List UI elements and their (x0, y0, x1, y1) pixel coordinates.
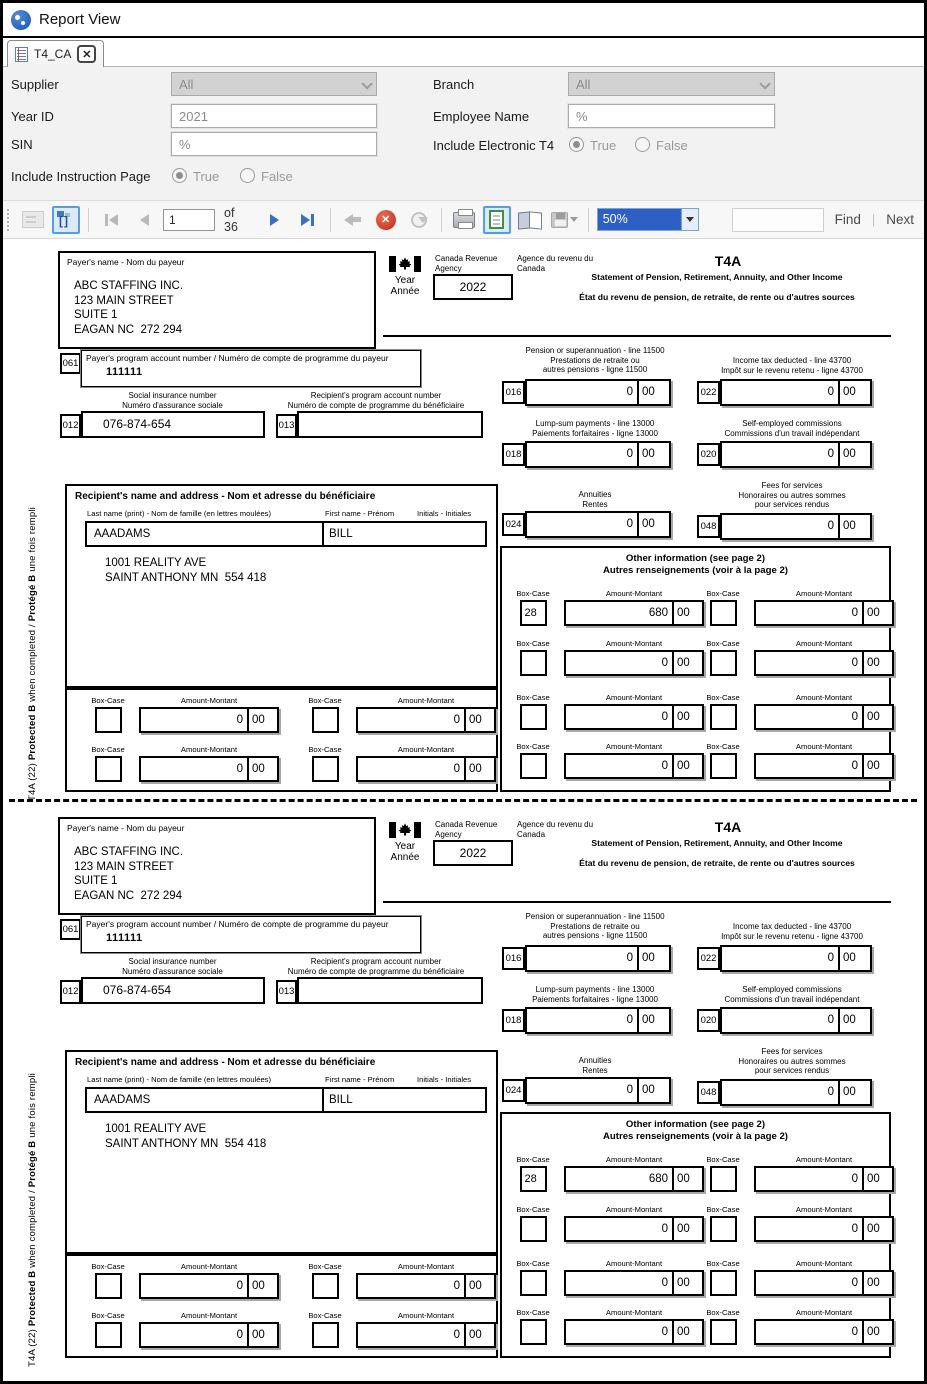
recipient-program-account-value-box (297, 411, 483, 438)
first-page-button[interactable] (97, 206, 125, 234)
refresh-button[interactable] (405, 206, 433, 234)
other-amount-pair: Box-Case Amount-Montant 0 00 (85, 1262, 279, 1299)
save-icon (551, 212, 568, 228)
last-name-label: Last name (print) - Nom de famille (en lettres moulées) (87, 1075, 272, 1084)
amount-value: 0 00 (754, 1319, 894, 1345)
initials-label: Initials - Initiales (417, 509, 472, 518)
box-022-amount: 0 00 (720, 945, 872, 972)
toolbar-separator (588, 208, 589, 232)
form-subtitle-en: Statement of Pension, Retirement, Annuity, and Other Income (591, 838, 843, 848)
payer-line: 123 MAIN STREET (74, 860, 174, 873)
print-button[interactable] (450, 206, 478, 234)
box-case-value (710, 1216, 737, 1242)
parameters-icon: [ ] (56, 211, 76, 229)
recipient-program-account-value-box (297, 977, 483, 1004)
other-info-pair: Box-Case Amount-Montant 0 00 (510, 1259, 704, 1296)
last-page-button[interactable] (294, 206, 322, 234)
payer-line: 123 MAIN STREET (74, 294, 174, 307)
amount-value: 0 00 (139, 756, 279, 782)
payer-name-box (58, 251, 376, 349)
box-061-code: 061 (60, 919, 81, 940)
payer-program-account-label: Payer's program account number / Numéro de compte de programme du payeur (86, 919, 389, 929)
box-case-value (710, 704, 737, 730)
other-information-box (500, 1112, 891, 1358)
other-info-pair: Box-Case Amount-Montant 0 00 (510, 742, 704, 779)
box-case-value (520, 1319, 547, 1345)
box-020-label: Self-employed commissions Commissions d'un travail indépendant (724, 985, 860, 1004)
year-value-box: 2022 (433, 840, 513, 866)
first-name-label: First name - Prénom (325, 509, 395, 518)
refresh-icon (411, 212, 427, 228)
box-case-value (520, 1216, 547, 1242)
cra-label-en: Canada Revenue Agency (435, 820, 498, 839)
recipient-address-line: 1001 REALITY AVE (105, 1123, 207, 1135)
other-info-pair: Box-Case Amount-Montant 0 00 (700, 589, 894, 626)
box-048-label: Fees for services Honoraires ou autres sommes pour services rendus (738, 481, 846, 510)
box-018-label: Lump-sum payments - line 13000 Paiements forfaitaires - ligne 13000 (532, 419, 658, 438)
box-case-value (312, 1322, 339, 1348)
box-case-value (710, 1166, 737, 1192)
box-048-code: 048 (697, 1081, 720, 1104)
form-subtitle-en: Statement of Pension, Retirement, Annuity, and Other Income (591, 272, 843, 282)
amount-value: 0 00 (564, 753, 704, 779)
slip-side-protected-text: T4A (22) Protected B when completed / Protégé B une fois rempli (27, 506, 38, 801)
amount-value: 0 00 (754, 600, 894, 626)
tab-label: T4_CA (34, 47, 72, 61)
supplier-label: Supplier (11, 77, 59, 92)
window-title: Report View (39, 11, 121, 28)
other-info-pair: Box-Case Amount-Montant 0 00 (700, 742, 894, 779)
slip-side-protected-text: T4A (22) Protected B when completed / Protégé B une fois rempli (27, 1072, 38, 1367)
box-case-value: 28 (520, 600, 547, 626)
amount-value: 0 00 (356, 707, 496, 733)
printer-icon (453, 212, 475, 228)
box-case-value (95, 756, 122, 782)
zoom-value: 50% (598, 209, 681, 230)
other-info-pair: Box-Case Amount-Montant 0 00 (700, 693, 894, 730)
other-info-pair: Box-Case Amount-Montant 0 00 (510, 693, 704, 730)
sin-filter-label: SIN (11, 137, 33, 152)
box-013-code: 013 (276, 980, 297, 1004)
year-value-box: 2022 (433, 274, 513, 300)
box-024-amount: 0 00 (525, 511, 671, 538)
payer-name-label: Payer's name - Nom du payeur (67, 823, 185, 833)
box-024-code: 024 (502, 1079, 525, 1102)
payer-name-label: Payer's name - Nom du payeur (67, 257, 185, 267)
report-doc-icon (15, 47, 28, 62)
box-022-label: Income tax deducted - line 43700 Impôt sur le revenu retenu - ligne 43700 (721, 356, 863, 375)
other-info-pair: Box-Case Amount-Montant 0 00 (700, 1308, 894, 1345)
canada-flag-icon (389, 822, 421, 838)
box-016-amount: 0 00 (525, 945, 671, 972)
amount-value: 0 00 (754, 650, 894, 676)
supplier-dropdown[interactable]: All (171, 72, 377, 96)
amount-value: 0 00 (564, 704, 704, 730)
box-case-value (312, 707, 339, 733)
box-018-amount: 0 00 (525, 1007, 671, 1034)
other-information-title: Other information (see page 2) Autres renseignements (voir à la page 2) (602, 1119, 788, 1142)
payer-name-box (58, 817, 376, 915)
report-toolbar (3, 201, 924, 239)
box-048-amount: 0 00 (720, 1079, 872, 1106)
box-048-code: 048 (697, 515, 720, 538)
tab-bar (3, 38, 924, 67)
report-page-area[interactable] (3, 239, 924, 1382)
initials-label: Initials - Initiales (417, 1075, 472, 1084)
page-setup-button[interactable] (516, 206, 544, 234)
recipient-header: Recipient's name and address - Nom et adresse du bénéficiaire (75, 1057, 376, 1068)
payer-program-account-value: 111111 (106, 366, 143, 378)
other-info-pair: Box-Case Amount-Montant 0 00 (700, 1259, 894, 1296)
recipient-header: Recipient's name and address - Nom et adresse du bénéficiaire (75, 491, 376, 502)
amount-value: 0 00 (139, 707, 279, 733)
stop-button[interactable] (372, 206, 400, 234)
box-case-value (710, 1270, 737, 1296)
amount-value: 680 00 (564, 1166, 704, 1192)
cra-label-fr: Agence du revenu du Canada (517, 820, 594, 839)
employee-name-label: Employee Name (433, 109, 530, 124)
toolbar-separator (88, 208, 89, 232)
year-id-input[interactable] (171, 104, 377, 128)
box-016-label: Pension or superannuation - line 11500 Prestations de retraite ou autres pensions - ligne 11500 (525, 912, 665, 941)
recipient-program-account-label: Recipient's program account number Numéro de compte de programme du bénéficiaire (287, 957, 465, 976)
toolbar-separator (330, 208, 331, 232)
box-case-value: 28 (520, 1166, 547, 1192)
report-parameters-button[interactable] (52, 206, 80, 234)
branch-label: Branch (433, 77, 475, 92)
export-save-button[interactable] (549, 206, 580, 234)
box-case-value (520, 650, 547, 676)
form-title: T4A (714, 819, 742, 835)
filter-panel (3, 67, 924, 201)
electronic-t4-true-label: True (590, 138, 617, 153)
box-013-code: 013 (276, 414, 297, 438)
include-instruction-page-label: Include Instruction Page (11, 169, 151, 184)
electronic-t4-false-label: False (656, 138, 688, 153)
other-info-pair: Box-Case 28 Amount-Montant 680 00 (510, 1155, 704, 1192)
payer-line: ABC STAFFING INC. (74, 280, 184, 292)
box-018-amount: 0 00 (525, 441, 671, 468)
next-page-button[interactable] (261, 206, 289, 234)
other-amount-pair: Box-Case Amount-Montant 0 00 (85, 1311, 279, 1348)
box-case-value (95, 1322, 122, 1348)
box-case-value (312, 1273, 339, 1299)
amount-value: 680 00 (564, 600, 704, 626)
t4a-slip-copy-2 (3, 815, 924, 1371)
box-020-code: 020 (697, 1009, 720, 1032)
instruction-page-false-label: False (261, 169, 293, 184)
bottom-other-amounts-box (65, 688, 498, 792)
cra-label-fr: Agence du revenu du Canada (517, 254, 594, 273)
box-case-value (710, 1319, 737, 1345)
cra-label-en: Canada Revenue Agency (435, 254, 498, 273)
instruction-page-true-radio[interactable] (172, 168, 187, 183)
find-next-button[interactable]: Next (886, 212, 915, 227)
box-022-label: Income tax deducted - line 43700 Impôt sur le revenu retenu - ligne 43700 (721, 922, 863, 941)
last-name-value: AAADAMS (85, 521, 324, 547)
box-022-code: 022 (697, 381, 720, 404)
payer-line: EAGAN NC 272 294 (74, 889, 183, 902)
header-divider (383, 901, 891, 903)
title-bar (3, 3, 924, 38)
recipient-box (65, 484, 498, 688)
box-case-value (95, 707, 122, 733)
find-text-input[interactable] (732, 208, 824, 232)
box-case-value (520, 704, 547, 730)
box-016-code: 016 (502, 947, 525, 970)
recipient-address-line: SAINT ANTHONY MN 554 418 (105, 1138, 267, 1150)
other-amount-pair: Box-Case Amount-Montant 0 00 (302, 1262, 496, 1299)
branch-dropdown[interactable]: All (568, 72, 775, 96)
other-info-pair: Box-Case 28 Amount-Montant 680 00 (510, 589, 704, 626)
amount-value: 0 00 (139, 1273, 279, 1299)
sin-label: Social insurance number Numéro d'assurance sociale (122, 391, 223, 410)
amount-value: 0 00 (564, 1319, 704, 1345)
amount-value: 0 00 (564, 1216, 704, 1242)
year-label: Year Année (390, 841, 420, 863)
form-subtitle-fr: État du revenu de pension, de retraite, de rente ou d'autres sources (579, 292, 855, 302)
payer-line: SUITE 1 (74, 875, 118, 887)
box-case-value (710, 600, 737, 626)
amount-value: 0 00 (356, 1322, 496, 1348)
zoom-combobox[interactable] (597, 208, 699, 231)
box-048-label: Fees for services Honoraires ou autres sommes pour services rendus (738, 1047, 846, 1076)
previous-page-button[interactable] (130, 206, 158, 234)
box-016-amount: 0 00 (525, 379, 671, 406)
save-dropdown-caret (570, 217, 578, 222)
other-amount-pair: Box-Case Amount-Montant 0 00 (302, 745, 496, 782)
other-amount-pair: Box-Case Amount-Montant 0 00 (302, 1311, 496, 1348)
other-information-title: Other information (see page 2) Autres renseignements (voir à la page 2) (602, 553, 788, 576)
chevron-down-icon (686, 217, 694, 222)
toolbar-separator (441, 208, 442, 232)
amount-value: 0 00 (754, 753, 894, 779)
other-amount-pair: Box-Case Amount-Montant 0 00 (85, 696, 279, 733)
box-case-value (710, 650, 737, 676)
amount-value: 0 00 (564, 650, 704, 676)
box-018-label: Lump-sum payments - line 13000 Paiements forfaitaires - ligne 13000 (532, 985, 658, 1004)
first-name-value: BILL (322, 521, 487, 547)
box-case-value (95, 1273, 122, 1299)
box-024-label: Annuities Rentes (578, 490, 612, 509)
recipient-address-line: SAINT ANTHONY MN 554 418 (105, 572, 267, 584)
amount-value: 0 00 (754, 704, 894, 730)
instruction-page-true-label: True (193, 169, 220, 184)
payer-program-account-box (81, 916, 421, 953)
zoom-dropdown-button[interactable] (681, 209, 698, 230)
box-020-amount: 0 00 (720, 1007, 872, 1034)
payer-line: ABC STAFFING INC. (74, 846, 184, 858)
sin-value-box: 076-874-654 (81, 977, 265, 1004)
box-018-code: 018 (502, 1009, 525, 1032)
recipient-address-line: 1001 REALITY AVE (105, 557, 207, 569)
other-info-pair: Box-Case Amount-Montant 0 00 (700, 1205, 894, 1242)
other-amount-pair: Box-Case Amount-Montant 0 00 (85, 745, 279, 782)
box-020-code: 020 (697, 443, 720, 466)
other-info-pair: Box-Case Amount-Montant 0 00 (510, 1205, 704, 1242)
box-024-label: Annuities Rentes (578, 1056, 612, 1075)
employee-name-input[interactable] (568, 104, 775, 128)
box-022-amount: 0 00 (720, 379, 872, 406)
first-name-label: First name - Prénom (325, 1075, 395, 1084)
t4a-slip-copy-1 (3, 249, 924, 805)
find-next-divider: | (871, 212, 876, 227)
recipient-box (65, 1050, 498, 1254)
year-label: Year Année (390, 275, 420, 297)
bottom-other-amounts-box (65, 1254, 498, 1358)
form-subtitle-fr: État du revenu de pension, de retraite, de rente ou d'autres sources (579, 858, 855, 868)
payer-line: EAGAN NC 272 294 (74, 323, 183, 336)
sin-input[interactable] (171, 132, 377, 156)
book-icon (518, 212, 542, 228)
payer-program-account-box (81, 350, 421, 387)
box-case-value (520, 1270, 547, 1296)
recipient-program-account-label: Recipient's program account number Numéro de compte de programme du bénéficiaire (287, 391, 465, 410)
amount-value: 0 00 (564, 1270, 704, 1296)
form-title: T4A (714, 253, 742, 269)
box-024-code: 024 (502, 513, 525, 536)
box-case-value (312, 756, 339, 782)
header-divider (383, 335, 891, 337)
box-case-value (710, 753, 737, 779)
box-022-code: 022 (697, 947, 720, 970)
payer-line: SUITE 1 (74, 309, 118, 321)
amount-value: 0 00 (754, 1216, 894, 1242)
canada-flag-icon (389, 256, 421, 272)
instruction-page-false-radio[interactable] (240, 168, 255, 183)
stop-icon: ✕ (376, 210, 396, 230)
other-information-box (500, 546, 891, 792)
last-name-value: AAADAMS (85, 1087, 324, 1113)
amount-value: 0 00 (754, 1166, 894, 1192)
slip-separator-dashed-line (9, 799, 917, 802)
chevron-down-icon (361, 78, 372, 89)
find-button[interactable]: Find (834, 212, 861, 227)
back-button[interactable] (339, 206, 367, 234)
toolbar-grip[interactable] (7, 209, 12, 231)
electronic-t4-false-radio[interactable] (635, 137, 650, 152)
box-048-amount: 0 00 (720, 513, 872, 540)
tab-t4-ca[interactable] (7, 40, 104, 67)
other-info-pair: Box-Case Amount-Montant 0 00 (700, 639, 894, 676)
page-layout-icon (489, 210, 504, 229)
box-012-code: 012 (60, 980, 81, 1004)
year-id-label: Year ID (11, 109, 54, 124)
box-061-code: 061 (60, 353, 81, 374)
box-020-label: Self-employed commissions Commissions d'un travail indépendant (724, 419, 860, 438)
chevron-down-icon (759, 78, 770, 89)
tab-close-button[interactable]: ✕ (77, 45, 96, 63)
amount-value: 0 00 (356, 756, 496, 782)
box-016-code: 016 (502, 381, 525, 404)
other-info-pair: Box-Case Amount-Montant 0 00 (700, 1155, 894, 1192)
box-024-amount: 0 00 (525, 1077, 671, 1104)
sin-label: Social insurance number Numéro d'assurance sociale (122, 957, 223, 976)
box-case-value (520, 753, 547, 779)
other-amount-pair: Box-Case Amount-Montant 0 00 (302, 696, 496, 733)
payer-program-account-label: Payer's program account number / Numéro de compte de programme du payeur (86, 353, 389, 363)
box-018-code: 018 (502, 443, 525, 466)
other-info-pair: Box-Case Amount-Montant 0 00 (510, 639, 704, 676)
box-012-code: 012 (60, 414, 81, 438)
page-number-input[interactable] (163, 209, 215, 231)
amount-value: 0 00 (139, 1322, 279, 1348)
amount-value: 0 00 (754, 1270, 894, 1296)
last-name-label: Last name (print) - Nom de famille (en lettres moulées) (87, 509, 272, 518)
sin-value-box: 076-874-654 (81, 411, 265, 438)
app-icon (11, 10, 31, 30)
print-layout-button[interactable] (483, 206, 511, 234)
box-020-amount: 0 00 (720, 441, 872, 468)
first-name-value: BILL (322, 1087, 487, 1113)
include-electronic-t4-label: Include Electronic T4 (433, 138, 555, 153)
document-map-button[interactable] (19, 206, 47, 234)
payer-program-account-value: 111111 (106, 932, 143, 944)
electronic-t4-true-radio[interactable] (569, 137, 584, 152)
amount-value: 0 00 (356, 1273, 496, 1299)
other-info-pair: Box-Case Amount-Montant 0 00 (510, 1308, 704, 1345)
box-016-label: Pension or superannuation - line 11500 Prestations de retraite ou autres pensions - ligne 11500 (525, 346, 665, 375)
document-map-icon (22, 211, 44, 228)
page-count-label: of 36 (224, 205, 238, 234)
